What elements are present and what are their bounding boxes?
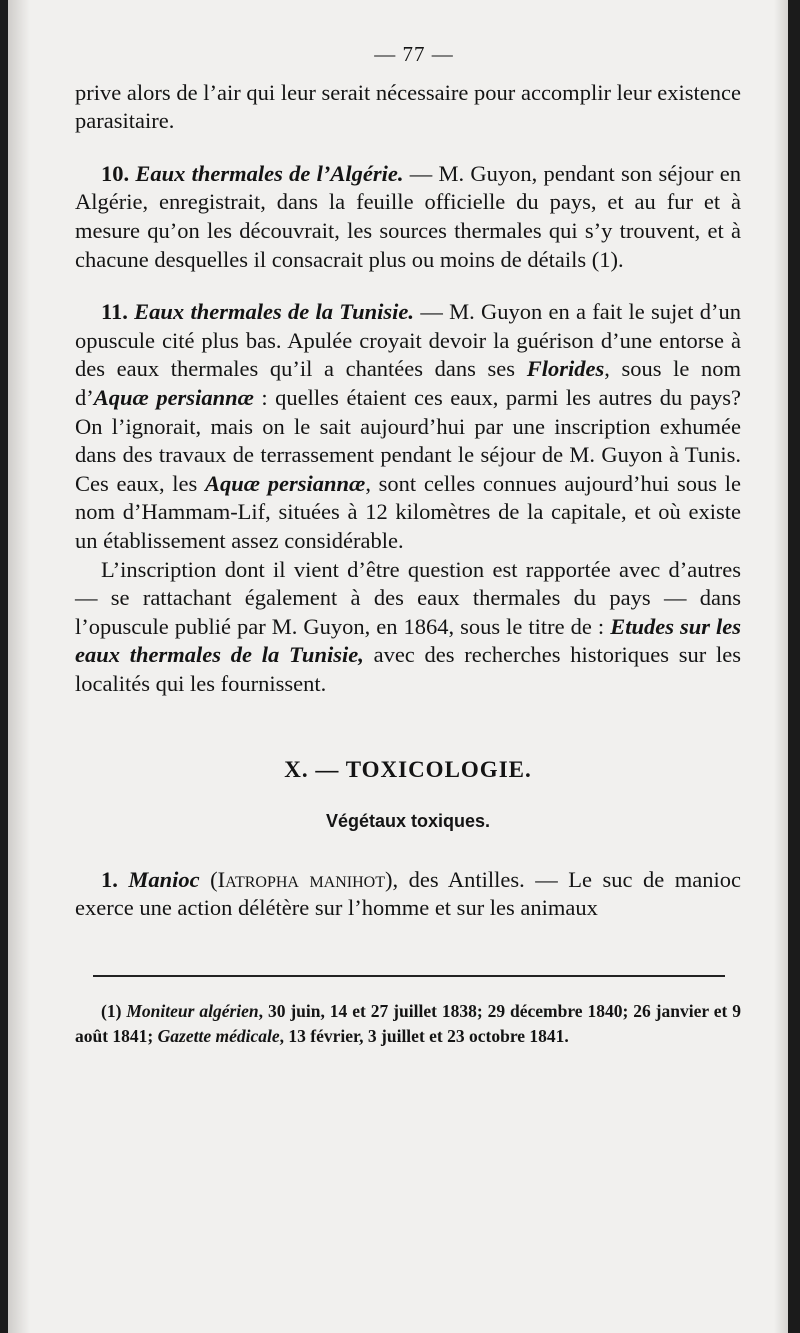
item-11-text-1: — M. Guyon en a fait le sujet d’un opuscule cité plus bas. Apulée croyait devoir la guérison d’une entorse à des eaux thermales qu’il a chantées dans ses: [75, 299, 741, 382]
item-10-text: — M. Guyon, pendant son séjour en Algérie, enregistrait, dans la feuille officielle du pays, et au fur et à mesure qu’on les découvrait, les sources thermales qui s’y trouvent, et à chacune desquelles il consacrait plus ou moins de détails (1).: [75, 160, 742, 272]
item-1-latin: (Iatropha manihot): [210, 866, 393, 892]
item-11-title: Eaux thermales de la Tunisie.: [134, 299, 415, 325]
item-11-aquae-1: Aquæ persiannæ: [93, 384, 254, 410]
item-10: [75, 160, 741, 274]
item-11-text-3: : quelles étaient ces eaux, parmi les autres du pays? On l’ignorait, mais on le sait aujourd’hui par une inscription exhumée dans des travaux de terrassement pendant le séjour de M. Guyon à Tunis. Ces eaux, les: [75, 384, 741, 496]
item-11-text-2: , sous le nom d’: [75, 356, 741, 410]
paragraph-inscription: [75, 556, 741, 699]
page-number: — 77 —: [374, 42, 454, 66]
item-1: [75, 866, 741, 923]
subsection-title: Végétaux toxiques.: [325, 811, 491, 832]
item-1-number: 1.: [101, 866, 118, 892]
footnote-marker: (1): [101, 1000, 127, 1021]
footnote-source-1: Moniteur algérien: [126, 1000, 259, 1021]
paragraph-continuation: prive alors de l’air qui leur serait nécessaire pour accomplir leur existence parasitaire.: [75, 79, 741, 134]
item-10-number: 10.: [101, 160, 130, 186]
item-10-title: Eaux thermales de l’Algérie.: [135, 160, 404, 186]
item-11-number: 11.: [101, 299, 128, 325]
footnote-text-2: , 13 février, 3 juillet et 23 octobre 1841.: [279, 1025, 569, 1046]
footnote: [75, 999, 741, 1049]
item-11-aquae-2: Aquæ persiannæ: [205, 470, 366, 496]
item-1-text: , des Antilles. — Le suc de manioc exerce une action délétère sur l’homme et sur les animaux: [75, 866, 741, 921]
footnote-rule: [93, 975, 725, 977]
inscription-work-title: Etudes sur les eaux thermales de la Tunisie,: [75, 613, 741, 668]
inscription-text-2: avec des recherches historiques sur les localités qui les fournissent.: [75, 642, 741, 696]
item-11-text-4: , sont celles connues aujourd’hui sous le nom d’Hammam-Lif, situées à 12 kilomètres de la capitale, et où existe un établissement assez considérable.: [75, 470, 741, 553]
page-text: [75, 40, 741, 1049]
book-page: [8, 0, 788, 1333]
item-11-florides: Florides: [526, 356, 605, 382]
item-1-name: Manioc: [128, 866, 200, 892]
footnote-source-2: Gazette médicale: [157, 1025, 280, 1046]
item-11: [75, 298, 741, 555]
section-title: X. — TOXICOLOGIE.: [284, 757, 532, 783]
inscription-text-1: L’inscription dont il vient d’être question est rapportée avec d’autres — se rattachant également à des eaux thermales du pays — dans l’opuscule publié par M. Guyon, en 1864, sous le titre de :: [75, 556, 741, 639]
footnote-text-1: , 30 juin, 14 et 27 juillet 1838; 29 décembre 1840; 26 janvier et 9 août 1841;: [75, 1000, 741, 1046]
